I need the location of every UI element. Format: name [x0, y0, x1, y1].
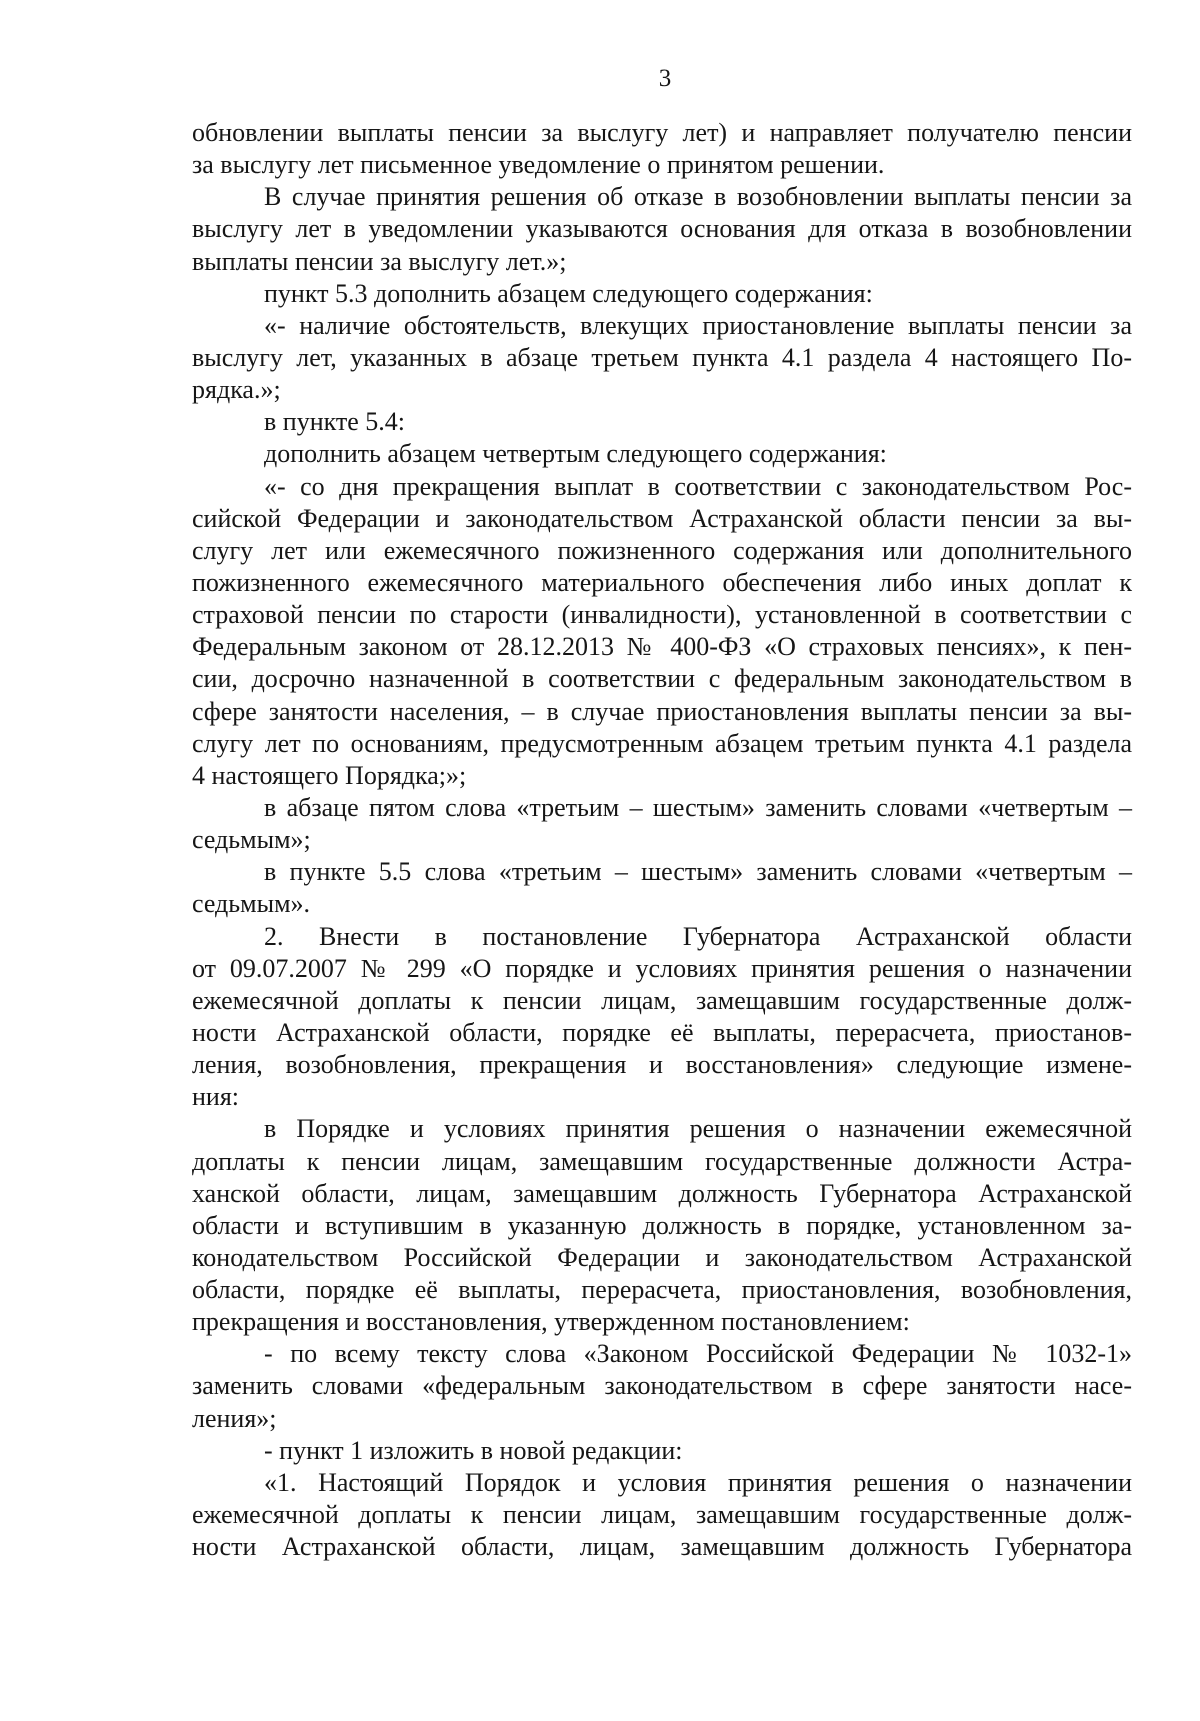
text-line: пункт 5.3 дополнить абзацем следующего содержания: [264, 278, 873, 308]
text-line: конодательством Российской Федерации и законодательством Астраханской [192, 1242, 1132, 1272]
text-line: ления, возобновления, прекращения и восстановления» следующие измене- [192, 1050, 1132, 1080]
text-line: ханской области, лицам, замещавшим должность Губернатора Астраханской [192, 1178, 1132, 1208]
text-line: области, порядке её выплаты, перерасчета, приостановления, возобновления, [192, 1275, 1132, 1305]
text-line: выслугу лет, указанных в абзаце третьем пункта 4.1 раздела 4 настоящего По- [192, 342, 1132, 372]
page-number: 3 [658, 65, 672, 92]
text-line: В случае принятия решения об отказе в возобновлении выплаты пенсии за [264, 182, 1132, 212]
text-line: рядка.»; [192, 375, 281, 405]
text-line: заменить словами «федеральным законодательством в сфере занятости насе- [192, 1371, 1132, 1401]
text-line: - пункт 1 изложить в новой редакции: [264, 1435, 683, 1465]
text-line: в абзаце пятом слова «третьим – шестым» заменить словами «четвертым – [264, 792, 1132, 822]
text-line: «- со дня прекращения выплат в соответствии с законодательством Рос- [264, 471, 1132, 501]
text-line: ежемесячной доплаты к пенсии лицам, замещавшим государственные долж- [192, 1500, 1132, 1530]
text-line: выслугу лет в уведомлении указываются основания для отказа в возобновлении [192, 214, 1132, 244]
text-line: ежемесячной доплаты к пенсии лицам, замещавшим государственные долж- [192, 985, 1132, 1015]
text-line: 4 настоящего Порядка;»; [192, 760, 467, 790]
text-line: выплаты пенсии за выслугу лет.»; [192, 246, 567, 276]
document-body [192, 117, 1132, 1563]
text-line: ления»; [192, 1403, 277, 1433]
text-line: «- наличие обстоятельств, влекущих приостановление выплаты пенсии за [264, 310, 1132, 340]
text-line: «1. Настоящий Порядок и условия принятия решения о назначении [264, 1467, 1132, 1497]
text-line: сийской Федерации и законодательством Астраханской области пенсии за вы- [192, 503, 1132, 533]
text-line: за выслугу лет письменное уведомление о принятом решении. [192, 150, 885, 180]
text-line: 2. Внести в постановление Губернатора Астраханской области [264, 921, 1132, 951]
text-line: прекращения и восстановления, утвержденном постановлением: [192, 1307, 910, 1337]
text-line: страховой пенсии по старости (инвалидности), установленной в соответствии с [192, 600, 1132, 630]
text-line: от 09.07.2007 № 299 «О порядке и условиях принятия решения о назначении [192, 953, 1132, 983]
text-line: слугу лет или ежемесячного пожизненного содержания или дополнительного [192, 535, 1132, 565]
text-line: седьмым». [192, 889, 311, 919]
text-line: сфере занятости населения, – в случае приостановления выплаты пенсии за вы- [192, 696, 1132, 726]
text-line: дополнить абзацем четвертым следующего содержания: [264, 439, 887, 469]
text-line: области и вступившим в указанную должность в порядке, установленном за- [192, 1210, 1132, 1240]
text-line: в пункте 5.5 слова «третьим – шестым» заменить словами «четвертым – [264, 857, 1132, 887]
text-line: седьмым»; [192, 825, 311, 855]
text-line: сии, досрочно назначенной в соответствии с федеральным законодательством в [192, 664, 1132, 694]
text-line: обновлении выплаты пенсии за выслугу лет) и направляет получателю пенсии [192, 118, 1132, 147]
text-line: в пункте 5.4: [264, 407, 406, 437]
text-line: доплаты к пенсии лицам, замещавшим государственные должности Астра- [192, 1146, 1132, 1176]
text-line: ности Астраханской области, порядке её выплаты, перерасчета, приостанов- [192, 1017, 1132, 1047]
text-line: слугу лет по основаниям, предусмотренным абзацем третьим пункта 4.1 раздела [192, 728, 1132, 758]
text-line: ности Астраханской области, лицам, замещавшим должность Губернатора [192, 1532, 1132, 1562]
text-line: Федеральным законом от 28.12.2013 № 400-ФЗ «О страховых пенсиях», к пен- [192, 632, 1132, 662]
text-line: пожизненного ежемесячного материального обеспечения либо иных доплат к [192, 567, 1132, 597]
text-line: ния: [192, 1082, 240, 1112]
text-line: - по всему тексту слова «Законом Российской Федерации № 1032-1» [264, 1339, 1132, 1369]
text-line: в Порядке и условиях принятия решения о назначении ежемесячной [264, 1114, 1132, 1144]
